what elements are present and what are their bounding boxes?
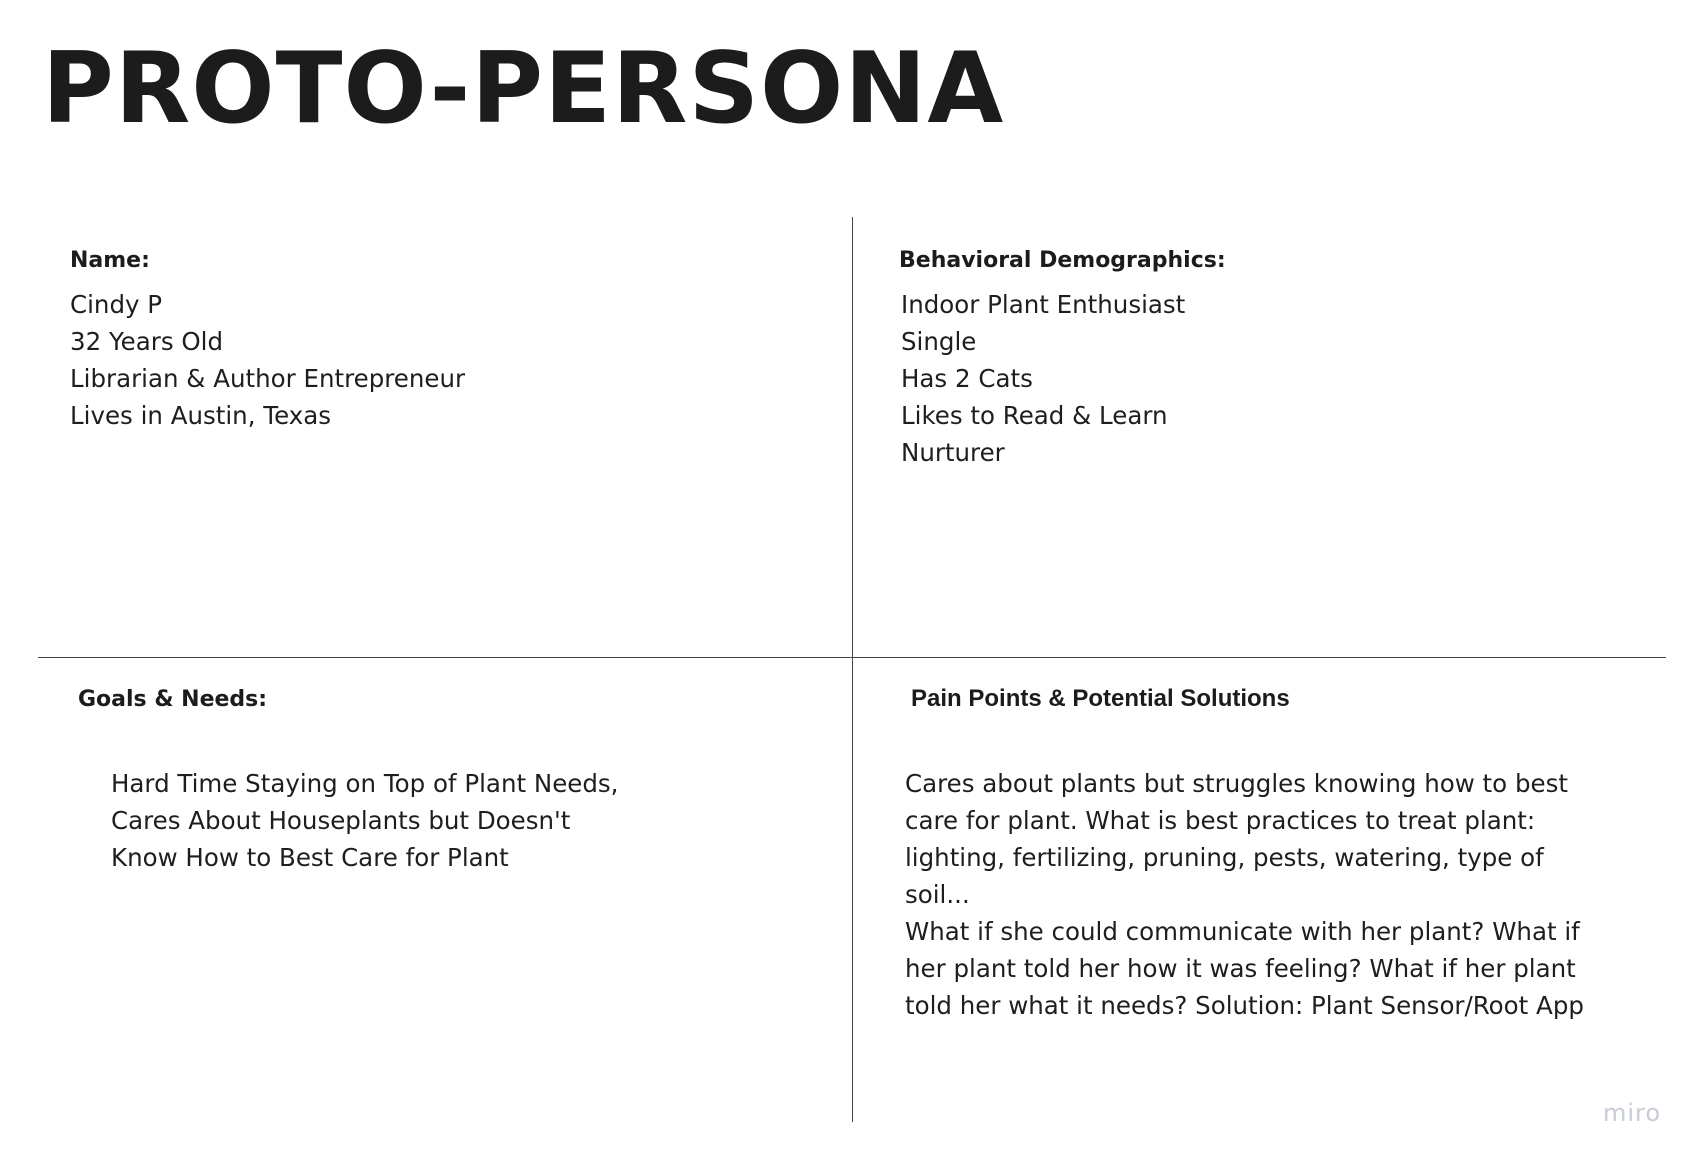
behavioral-demographics-label: Behavioral Demographics: — [899, 248, 1226, 273]
behavioral-item: Single — [901, 327, 977, 356]
goals-needs-line: Hard Time Staying on Top of Plant Needs, — [111, 769, 619, 798]
pain-points-line: lighting, fertilizing, pruning, pests, watering, type of — [905, 843, 1544, 872]
page-title: PROTO-PERSONA — [42, 32, 1005, 146]
goals-needs-line: Cares About Houseplants but Doesn't — [111, 806, 571, 835]
pain-points-line: soil... — [905, 880, 970, 909]
pain-points-text — [905, 765, 1584, 1024]
behavioral-item: Has 2 Cats — [901, 364, 1033, 393]
name-detail-line: Cindy P — [70, 290, 163, 319]
name-detail-line: 32 Years Old — [70, 327, 224, 356]
goals-needs-label: Goals & Needs: — [78, 687, 268, 712]
vertical-divider — [852, 217, 853, 1122]
miro-watermark: miro — [1603, 1099, 1662, 1127]
name-details — [70, 286, 465, 434]
pain-points-line: care for plant. What is best practices to treat plant: — [905, 806, 1536, 835]
pain-points-line: told her what it needs? Solution: Plant Sensor/Root App — [905, 991, 1584, 1020]
name-detail-line: Lives in Austin, Texas — [70, 401, 331, 430]
pain-points-line: her plant told her how it was feeling? What if her plant — [905, 954, 1576, 983]
name-label: Name: — [70, 248, 150, 273]
behavioral-item: Nurturer — [901, 438, 1005, 467]
goals-needs-line: Know How to Best Care for Plant — [111, 843, 509, 872]
pain-points-line: Cares about plants but struggles knowing how to best — [905, 769, 1568, 798]
behavioral-item: Likes to Read & Learn — [901, 401, 1168, 430]
pain-points-line: What if she could communicate with her plant? What if — [905, 917, 1580, 946]
pain-points-label: Pain Points & Potential Solutions — [911, 685, 1290, 712]
goals-needs-text — [111, 765, 618, 876]
behavioral-demographics-list — [901, 286, 1185, 471]
name-detail-line: Librarian & Author Entrepreneur — [70, 364, 466, 393]
behavioral-item: Indoor Plant Enthusiast — [901, 290, 1186, 319]
horizontal-divider — [38, 657, 1666, 658]
